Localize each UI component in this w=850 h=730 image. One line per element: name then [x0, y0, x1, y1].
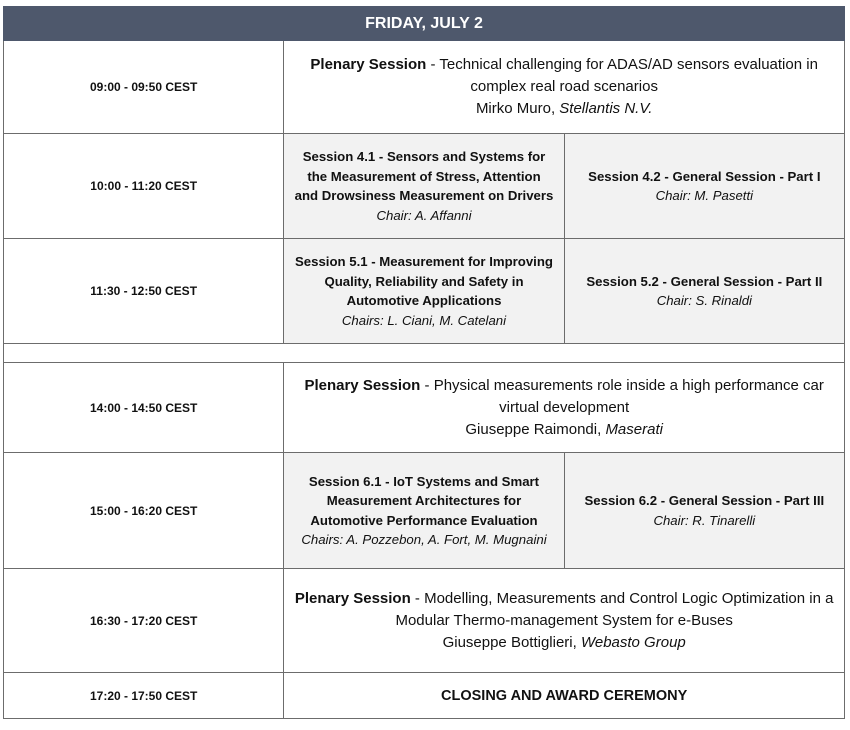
time-cell: 15:00 - 16:20 CEST [4, 453, 284, 569]
session-cell [564, 134, 844, 239]
session-cell [564, 453, 844, 569]
speaker-name: Giuseppe Bottiglieri, [442, 633, 581, 651]
speaker-org: Maserati [605, 420, 663, 438]
table-row [4, 239, 845, 344]
table-row [4, 363, 845, 453]
speaker-name: Giuseppe Raimondi, [465, 420, 606, 438]
time-cell: 14:00 - 14:50 CEST [4, 363, 284, 453]
plenary-text: - Physical measurements role inside a high performance car virtual development [420, 376, 824, 416]
session-title: Session 5.2 - General Session - Part II [586, 273, 823, 289]
plenary-label: Plenary Session [304, 376, 421, 394]
time-cell: 17:20 - 17:50 CEST [4, 673, 284, 719]
time-cell: 16:30 - 17:20 CEST [4, 569, 284, 673]
session-title: Session 5.1 - Measurement for Improving Quality, Reliability and Safety in Automotive Applications [295, 254, 553, 308]
time-cell: 09:00 - 09:50 CEST [4, 41, 284, 134]
session-cell [284, 239, 564, 344]
plenary-cell [284, 41, 845, 134]
closing-ceremony: CLOSING AND AWARD CEREMONY [284, 673, 845, 719]
session-title: Session 6.2 - General Session - Part III [584, 493, 825, 508]
spacer-row [4, 344, 845, 363]
session-chair: Chair: S. Rinaldi [656, 293, 752, 308]
session-chair: Chairs: A. Pozzebon, A. Fort, M. Mugnaini [301, 532, 547, 547]
table-row [4, 569, 845, 673]
table-row [4, 134, 845, 239]
speaker-name: Mirko Muro, [475, 100, 560, 117]
table-row [4, 673, 845, 719]
schedule-table [3, 6, 845, 719]
header-row [4, 7, 845, 41]
time-cell: 10:00 - 11:20 CEST [4, 134, 284, 239]
spacer-cell [4, 344, 845, 363]
plenary-label: Plenary Session [310, 56, 427, 73]
speaker-org: Stellantis N.V. [559, 100, 653, 117]
plenary-cell [284, 363, 845, 453]
session-chair: Chair: R. Tinarelli [653, 512, 756, 528]
plenary-cell [284, 569, 845, 673]
plenary-label: Plenary Session [294, 589, 411, 607]
day-title: FRIDAY, JULY 2 [4, 7, 845, 41]
table-row [4, 453, 845, 569]
speaker-org: Webasto Group [580, 633, 686, 651]
session-cell [284, 453, 564, 569]
plenary-text: - Technical challenging for ADAS/AD sensors evaluation in complex real road scenarios [426, 56, 818, 95]
session-chair: Chair: M. Pasetti [655, 188, 754, 203]
session-chair: Chairs: L. Ciani, M. Catelani [341, 312, 507, 328]
session-cell [284, 134, 564, 239]
table-row [4, 41, 845, 134]
session-title: Session 4.2 - General Session - Part I [588, 168, 821, 184]
session-title: Session 6.1 - IoT Systems and Smart Measurement Architectures for Automotive Performance Evaluation [308, 473, 540, 528]
session-cell [564, 239, 844, 344]
schedule [3, 6, 845, 719]
session-title: Session 4.1 - Sensors and Systems for the Measurement of Stress, Attention and Drowsiness Measurement on Drivers [294, 149, 554, 203]
time-cell: 11:30 - 12:50 CEST [4, 239, 284, 344]
session-chair: Chair: A. Affanni [376, 207, 472, 223]
plenary-text: - Modelling, Measurements and Control Logic Optimization in a Modular Thermo-management System for e-Buses [395, 589, 834, 629]
